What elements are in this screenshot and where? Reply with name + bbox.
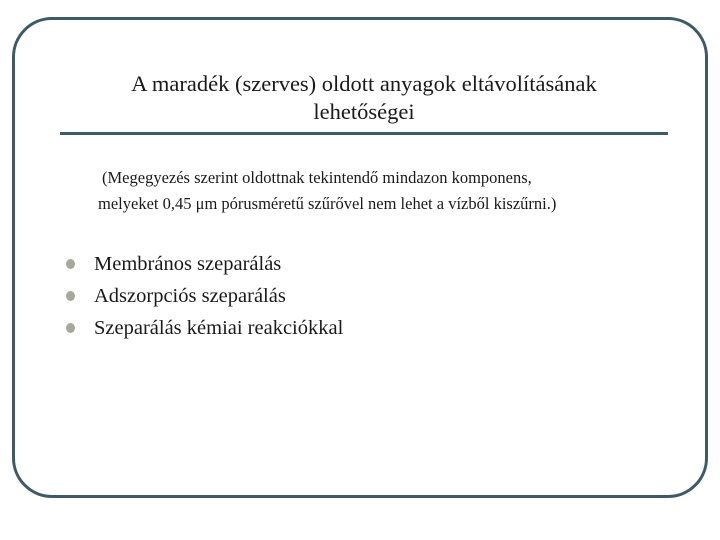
bullet-label: Membrános szeparálás [94,252,282,275]
title-line-1: A maradék (szerves) oldott anyagok eltávolításának [131,71,597,96]
list-item [66,280,343,312]
list-item [66,312,343,344]
list-item [66,248,343,280]
bullet-dot-icon [66,323,75,333]
bullet-dot-icon [66,259,75,269]
bullet-list [66,248,343,344]
title-line-2: lehetőségei [313,99,415,124]
bullet-dot-icon [66,291,75,301]
subtitle-line-2: melyeket 0,45 μm pórusméretű szűrővel nem lehet a vízből kiszűrni.) [98,194,557,213]
bullet-label: Adszorpciós szeparálás [94,284,286,307]
slide-subtitle [98,165,678,217]
title-divider [60,132,668,135]
slide-title [60,70,668,126]
subtitle-line-1: (Megegyezés szerint oldottnak tekintendő mindazon komponens, [102,168,532,187]
bullet-label: Szeparálás kémiai reakciókkal [94,316,344,339]
